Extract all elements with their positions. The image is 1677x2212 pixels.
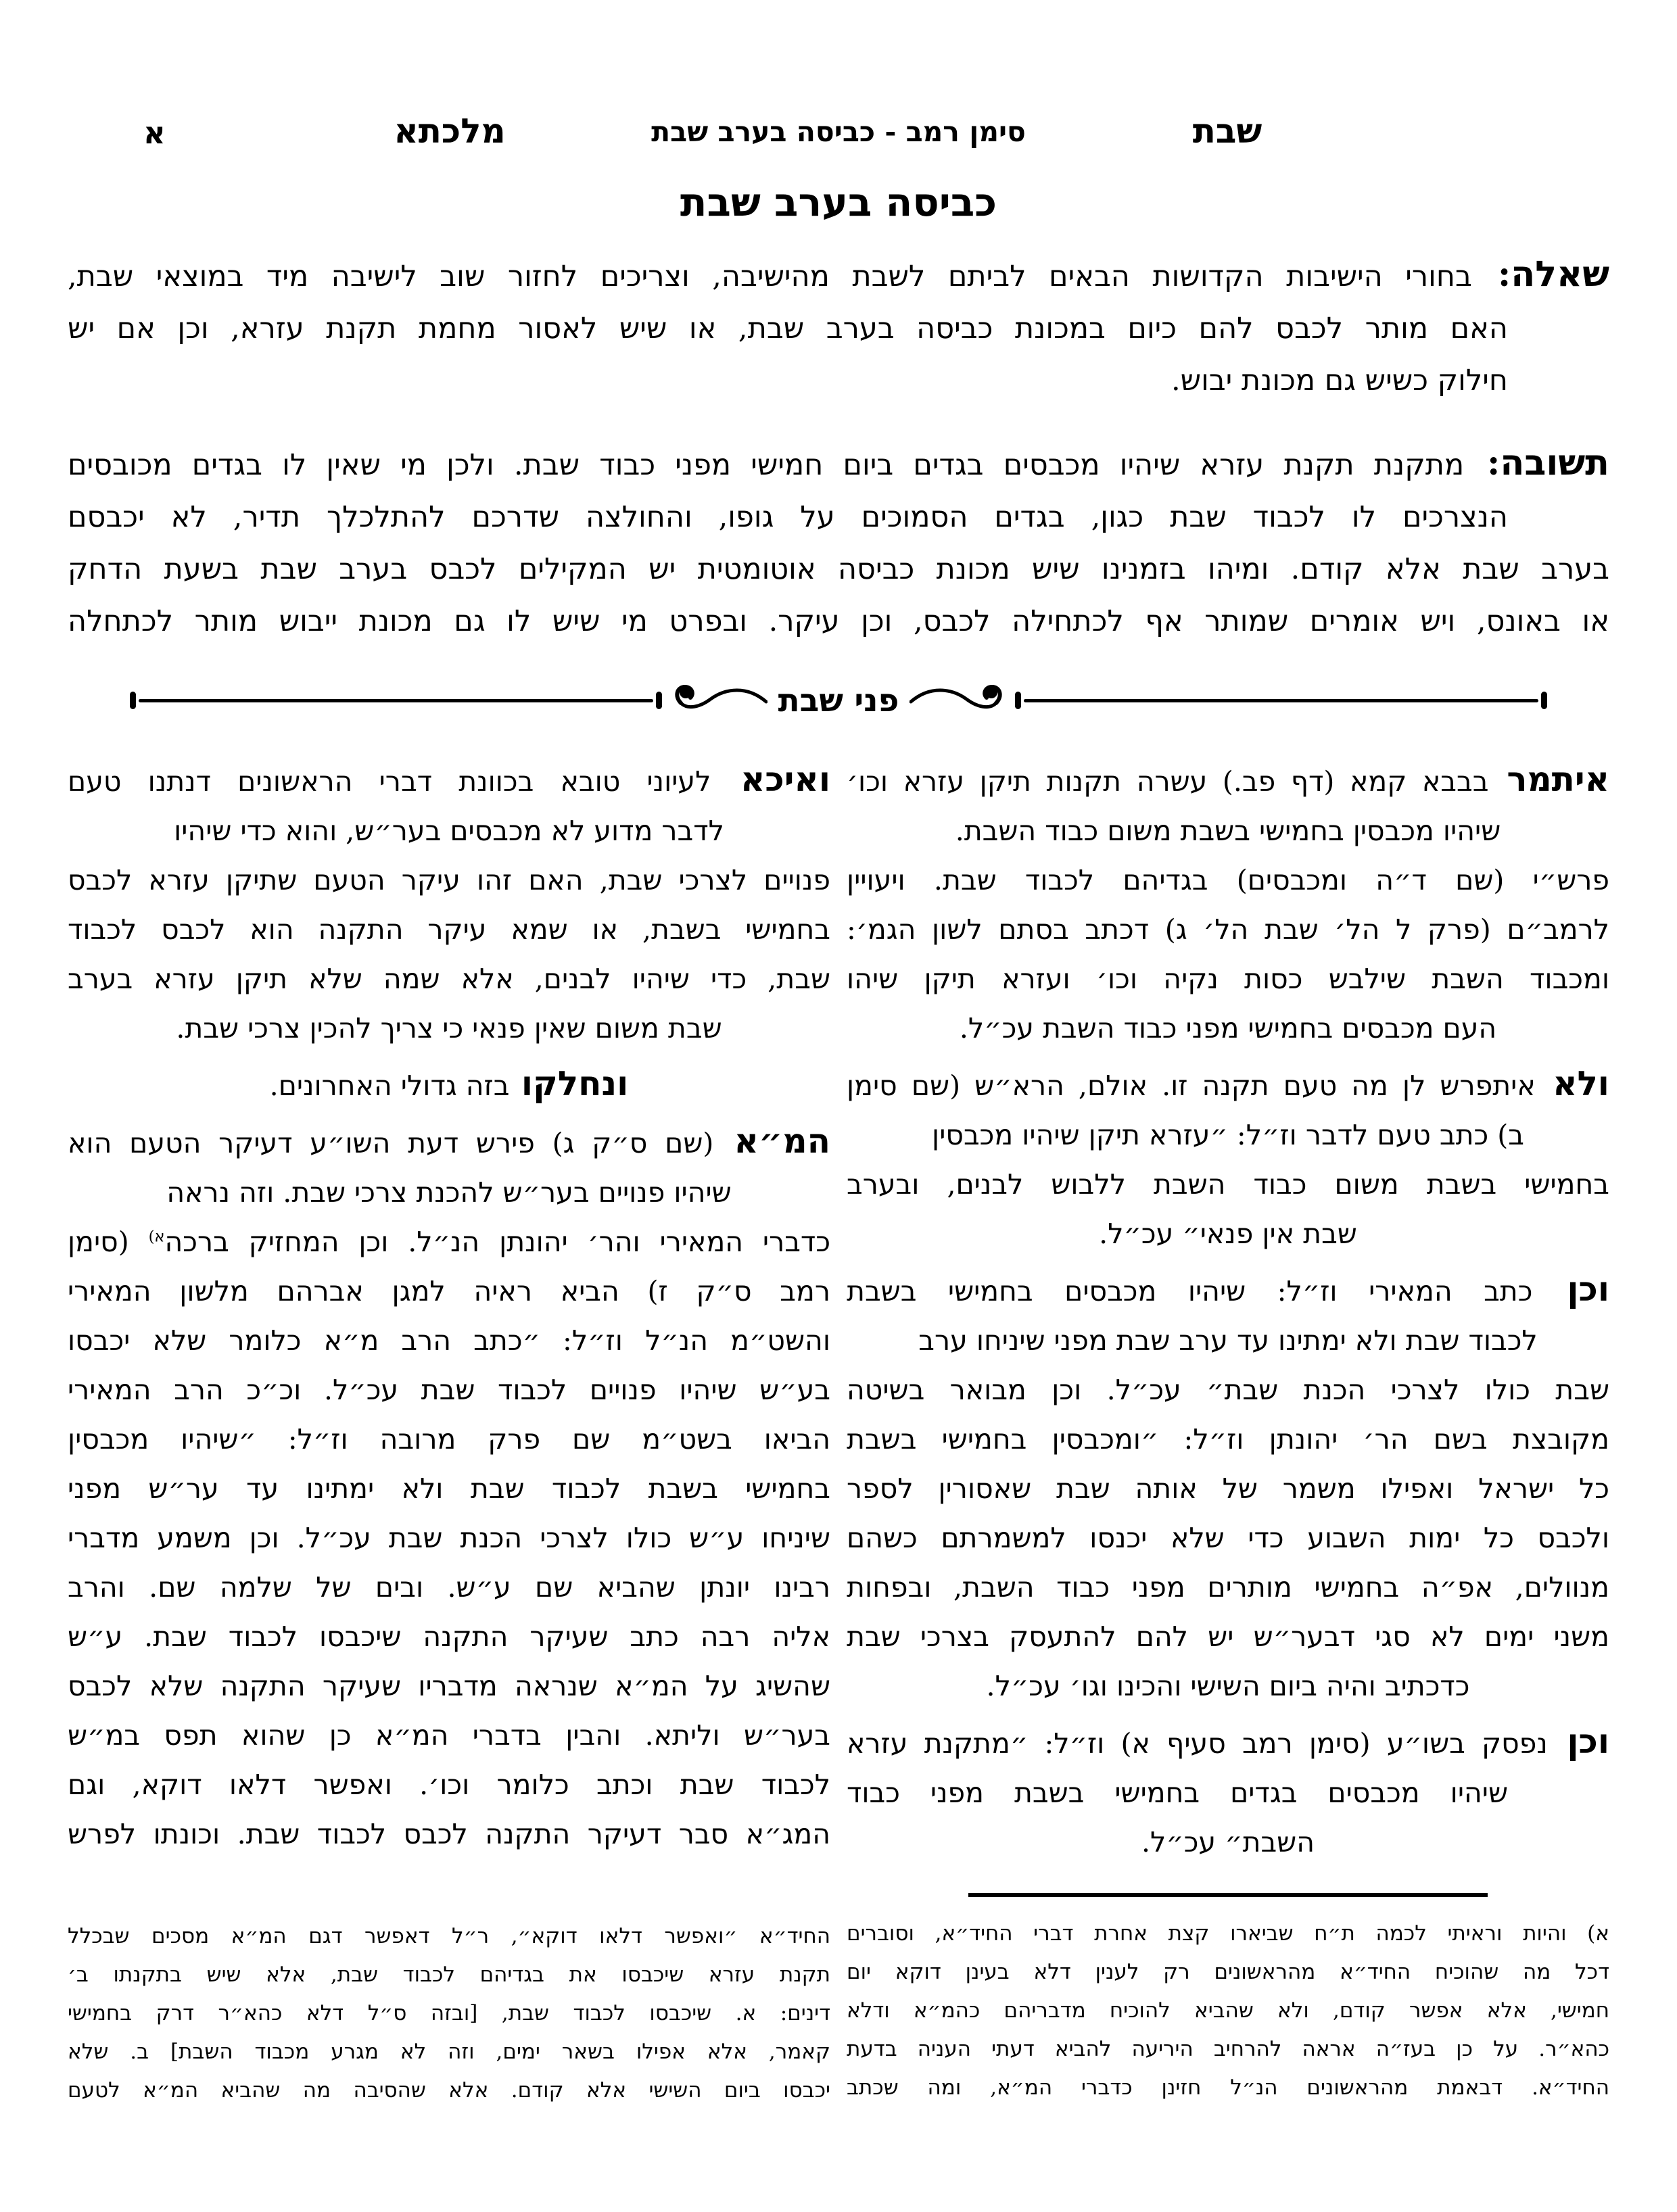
column-right bbox=[847, 754, 1609, 2107]
text-segment: חילוק כשיש גם מכונת יבוש. bbox=[1171, 364, 1508, 398]
text-line bbox=[68, 544, 1609, 596]
section-divider bbox=[127, 679, 1550, 722]
divider-inner-dot bbox=[656, 692, 662, 709]
text-segment: (סימן bbox=[68, 1226, 149, 1258]
paragraph bbox=[68, 1116, 830, 1859]
text-line bbox=[847, 1953, 1609, 1992]
text-segment: חמישי, אלא אפשר קודם, ולא שהביא להוכיח מדבריהם כהמ״א ודלא bbox=[847, 1998, 1609, 2023]
text-segment: בחמישי בשבת לכבוד שבת ולא ימתינו עד ער״ש מפני bbox=[68, 1472, 830, 1505]
paragraph bbox=[847, 1264, 1609, 1711]
text-line bbox=[68, 807, 830, 856]
text-line bbox=[847, 1059, 1609, 1111]
paragraph-opener: ונחלקו bbox=[509, 1063, 629, 1103]
text-line bbox=[847, 905, 1609, 955]
text-line bbox=[68, 1004, 830, 1053]
text-line bbox=[847, 807, 1609, 856]
text-line bbox=[847, 1818, 1609, 1867]
text-line bbox=[847, 1662, 1609, 1711]
footnote-ref: א) bbox=[148, 1228, 165, 1246]
column-left-text bbox=[68, 754, 830, 1859]
text-segment: איתפרש לן מה טעם תקנה זו. אולם, הרא״ש (שם סימן bbox=[847, 1069, 1536, 1102]
text-segment: בחורי הישיבות הקדושות הבאים לביתם לשבת מהישיבה, וצריכים לחזור שוב לישיבה מיד במוצאי שבת, bbox=[68, 260, 1472, 293]
divider-end-dot bbox=[130, 692, 136, 709]
paragraph-opener: וכן bbox=[1532, 1269, 1609, 1309]
text-segment: לעיוני טובא בכוונת דברי הראשונים דנתנו טעם bbox=[68, 765, 711, 798]
text-line bbox=[847, 1716, 1609, 1769]
text-segment: כדכתיב והיה ביום השישי והכינו וגו׳ עכ״ל. bbox=[986, 1670, 1470, 1702]
text-line bbox=[68, 1218, 830, 1267]
text-segment: כל ישראל ואפילו משמר של אותה שבת שאסורין לספר bbox=[847, 1472, 1609, 1505]
text-segment: משני ימים לא סגי דבער״ש יש להם להתעסק בצרכי שבת bbox=[847, 1620, 1609, 1653]
divider-rule bbox=[139, 699, 653, 702]
page-header bbox=[68, 98, 1609, 151]
text-segment: המג״א סבר דעיקר התקנה לכבס לכבוד שבת. וכונתו לפרש bbox=[68, 1818, 830, 1850]
column-left bbox=[68, 754, 830, 2110]
text-segment: העם מכבסים בחמישי מפני כבוד השבת עכ״ל. bbox=[959, 1012, 1497, 1044]
text-segment: תקנת עזרא שיכבסו את בגדיהם לכבוד שבת, אלא שיש בתקנתו ב׳ bbox=[68, 1963, 830, 1987]
divider-end-dot bbox=[1541, 692, 1547, 709]
text-segment: פרש״י (שם ד״ה ומכבסים) בגדיהם לכבוד שבת. ויעויין bbox=[847, 864, 1609, 896]
header-siman: סימן רמב - כביסה בערב שבת bbox=[651, 116, 1026, 148]
text-line bbox=[68, 1415, 830, 1464]
text-segment: בזה גדולי האחרונים. bbox=[269, 1069, 510, 1102]
text-segment: כתב המאירי וז״ל: שיהיו מכבסים בחמישי בשבת bbox=[847, 1275, 1533, 1307]
text-line bbox=[68, 2071, 830, 2110]
text-line bbox=[68, 1810, 830, 1859]
text-line bbox=[68, 1662, 830, 1711]
text-line bbox=[68, 1956, 830, 1994]
text-segment: הנצרכים לו לכבוד שבת כגון, בגדים הסמוכים על גופו, והחולצה שדרכם להתלכלך תדיר, לא יכבסם bbox=[68, 500, 1508, 534]
text-segment: והשט״מ הנ״ל וז״ל: ״כתב הרב מ״א כלומר שלא יכבסו bbox=[68, 1324, 830, 1357]
text-segment: החיד״א. דבאמת מהראשונים הנ״ל חזינן כדברי המ״א, ומה שכתב bbox=[847, 2075, 1609, 2100]
text-segment: לכבוד שבת וכתב כלומר וכו׳. ואפשר דלאו דוקא, וגם bbox=[68, 1769, 830, 1801]
paragraph bbox=[847, 1716, 1609, 1867]
paragraph bbox=[68, 1059, 830, 1111]
text-segment: פנויים לצרכי שבת, האם זהו עיקר הטעם שתיקן עזרא לכבס bbox=[68, 864, 830, 896]
page-title: כביסה בערב שבת bbox=[680, 179, 997, 225]
text-segment: בע״ש שיהיו פנויים לכבוד שבת עכ״ל. וכ״כ הרב המאירי bbox=[68, 1374, 830, 1406]
text-segment: בחמישי בשבת, או שמא עיקר התקנה הוא לכבס לכבוד bbox=[68, 913, 830, 946]
footnote-right bbox=[847, 1915, 1609, 2107]
text-segment: שיהיו מכבסים בגדים בחמישי בשבת מפני כבוד bbox=[847, 1777, 1508, 1809]
divider-inner-dot bbox=[1015, 692, 1021, 709]
text-segment: שיהיו פנויים בער״ש להכנת צרכי שבת. וזה נראה bbox=[166, 1176, 732, 1209]
text-segment: נפסק בשו״ע (סימן רמב סעיף א) וז״ל: ״מתקנת עזרא bbox=[847, 1727, 1548, 1760]
text-segment: לכבוד שבת ולא ימתינו עד ערב שבת מפני שיניחו ערב bbox=[918, 1324, 1538, 1357]
flourish-icon bbox=[910, 679, 1011, 722]
text-segment: דכל מה שהוכיח החיד״א מהראשונים רק לענין דלא בעינן דוקא יום bbox=[847, 1960, 1609, 1984]
text-line bbox=[847, 1769, 1609, 1818]
text-line bbox=[847, 1612, 1609, 1662]
text-segment: מנוולים, אפ״ה בחמישי מותרים מפני כבוד השבת, ובפחות bbox=[847, 1571, 1609, 1604]
text-segment: שבת כולו לצרכי הכנת שבת״ עכ״ל. וכן מבואר בשיטה bbox=[847, 1374, 1609, 1406]
text-line bbox=[847, 955, 1609, 1004]
text-line bbox=[68, 1366, 830, 1415]
text-line bbox=[847, 1160, 1609, 1209]
text-segment: ומכבוד השבת שילבש כסות נקיה וכו׳ ועזרא תיקן שיהו bbox=[847, 963, 1609, 995]
text-line bbox=[847, 1209, 1609, 1259]
paragraph bbox=[847, 1059, 1609, 1259]
text-segment: כהא״ר. על כן בעז״ה אראה להרחיב היריעה להביא דעתי העניה בדעת bbox=[847, 2037, 1609, 2061]
text-line bbox=[68, 1514, 830, 1563]
text-line bbox=[68, 1917, 830, 1956]
paragraph bbox=[847, 754, 1609, 1053]
text-segment: שבת, כדי שיהיו לבנים, אלא שמה שלא תיקן עזרא בערב bbox=[68, 963, 830, 995]
paragraph-opener: איתמר bbox=[1488, 759, 1609, 799]
text-segment: החיד״א ״ואפשר דלאו דוקא״, ר״ל דאפשר דגם המ״א מסכים שבכלל bbox=[68, 1924, 830, 1948]
text-line bbox=[847, 2030, 1609, 2069]
paragraph-opener: שאלה: bbox=[1471, 254, 1609, 295]
text-segment: בער״ש וליתא. והבין בדברי המ״א כן שהוא תפס במ״ש bbox=[68, 1719, 830, 1752]
text-segment: לרמב״ם (פרק ל הל׳ שבת הל׳ ג) דכתב בסתם לשון הגמ׳: bbox=[847, 913, 1609, 946]
text-segment: או באונס, ויש אומרים שמותר אף לכתחילה לכבס, וכן עיקר. ובפרט מי שיש לו גם מכונת ייבוש מותר לכתחלה bbox=[68, 604, 1609, 638]
text-line bbox=[68, 856, 830, 905]
text-segment: בחמישי בשבת משום כבוד השבת ללבוש לבנים, ובערב bbox=[847, 1168, 1609, 1201]
text-segment: רבינו יונתן שהביא שם ע״ש. ובים של שלמה שם. והרב bbox=[68, 1571, 830, 1604]
text-segment: האם מותר לכבס להם כיום במכונת כביסה בערב שבת, או שיש לאסור מחמת תקנת עזרא, וכן אם יש bbox=[68, 312, 1508, 345]
text-line bbox=[847, 1464, 1609, 1514]
text-line bbox=[68, 1563, 830, 1612]
text-line bbox=[847, 1004, 1609, 1053]
divider-label: פני שבת bbox=[778, 681, 899, 719]
text-line bbox=[847, 1264, 1609, 1316]
paragraph-opener: המ״א bbox=[713, 1121, 830, 1161]
text-line bbox=[68, 1711, 830, 1760]
text-line bbox=[68, 1464, 830, 1514]
text-line bbox=[68, 355, 1609, 407]
text-segment: רמב ס״ק ז) הביא ראיה למגן אברהם מלשון המאירי bbox=[68, 1275, 830, 1307]
paragraph-opener: ואיכא bbox=[711, 759, 831, 799]
text-line bbox=[68, 905, 830, 955]
divider-rule bbox=[1024, 699, 1538, 702]
text-line bbox=[68, 2033, 830, 2071]
page-number: א bbox=[143, 115, 166, 151]
text-line bbox=[847, 1111, 1609, 1160]
text-line bbox=[68, 596, 1609, 648]
text-line bbox=[68, 1760, 830, 1810]
header-book-title: מלכתא bbox=[394, 111, 506, 151]
text-line bbox=[68, 1994, 830, 2033]
text-segment: (שם ס״ק ג) פירש דעת השו״ע דעיקר הטעם הוא bbox=[68, 1127, 714, 1159]
paragraph bbox=[68, 437, 1609, 648]
text-line bbox=[68, 248, 1609, 303]
text-line bbox=[847, 1992, 1609, 2030]
text-line bbox=[68, 1059, 830, 1111]
text-segment: יכבסו ביום השישי אלא קודם. אלא שהסיבה מה שהביא המ״א לטעם bbox=[68, 2078, 830, 2102]
text-line bbox=[847, 754, 1609, 807]
text-line bbox=[68, 1612, 830, 1662]
text-line bbox=[847, 1915, 1609, 1953]
text-segment: לדבר מדוע לא מכבסים בער״ש, והוא כדי שיהיו bbox=[174, 815, 724, 847]
text-segment: א) והיות וראיתי לכמה ת״ח שביארו קצת אחרת דברי החיד״א, וסוברים bbox=[847, 1921, 1609, 1946]
text-segment: ב) כתב טעם לדבר וז״ל: ״עזרא תיקן שיהיו מכבסין bbox=[932, 1119, 1524, 1151]
text-line bbox=[847, 1366, 1609, 1415]
text-line bbox=[68, 1168, 830, 1218]
text-line bbox=[68, 1116, 830, 1168]
text-segment: מקובצת בשם הר׳ יהונתן וז״ל: ״ומכבסין בחמישי בשבת bbox=[847, 1423, 1609, 1456]
header-section-title: שבת bbox=[1192, 111, 1262, 151]
text-segment: קאמר, אלא אפילו בשאר ימים, וזה לא מגרע מכבוד השבת] ב. שלא bbox=[68, 2040, 830, 2064]
footnote-separator bbox=[968, 1893, 1487, 1897]
text-line bbox=[847, 1563, 1609, 1612]
text-segment: שהשיג על המ״א שנראה מדבריו שעיקר התקנה שלא לכבס bbox=[68, 1670, 830, 1702]
text-line bbox=[847, 1415, 1609, 1464]
text-segment: דינים: א. שיכבסו לכבוד שבת, [ובזה ס״ל דלא כהא״ר דרק בחמישי bbox=[68, 2001, 830, 2025]
text-line bbox=[68, 1267, 830, 1316]
paragraph bbox=[68, 248, 1609, 407]
text-segment: מתקנת תקנת עזרא שיהיו מכבסים בגדים ביום חמישי מפני כבוד שבת. ולכן מי שאין לו בגדים מכובסים bbox=[68, 448, 1465, 482]
text-segment: השבת״ עכ״ל. bbox=[1141, 1826, 1315, 1858]
text-segment: ולכבס כל ימות השבוע כדי שלא יכנסו למשמרתם כשהם bbox=[847, 1522, 1609, 1554]
text-line bbox=[847, 2069, 1609, 2107]
text-line bbox=[68, 955, 830, 1004]
text-segment: שיניחו ע״ש כולו לצרכי הכנת שבת עכ״ל. וכן משמע מדברי bbox=[68, 1522, 830, 1554]
text-line bbox=[68, 303, 1609, 355]
text-line bbox=[847, 1514, 1609, 1563]
text-segment: שבת אין פנאי״ עכ״ל. bbox=[1099, 1218, 1357, 1250]
paragraph-opener: וכן bbox=[1547, 1721, 1609, 1761]
footnote-left bbox=[68, 1917, 830, 2110]
column-right-text bbox=[847, 754, 1609, 1867]
paragraph-opener: תשובה: bbox=[1464, 442, 1610, 483]
text-line bbox=[68, 437, 1609, 491]
text-segment: בבבא קמא (דף פב.) עשרה תקנות תיקן עזרא וכו׳ bbox=[847, 765, 1489, 798]
text-segment: אליה רבה כתב שעיקר התקנה שיכבסו לכבוד שבת. ע״ש bbox=[68, 1620, 830, 1653]
text-line bbox=[68, 491, 1609, 544]
text-segment: בערב שבת אלא קודם. ומיהו בזמנינו שיש מכונת כביסה אוטומטית יש המקילים לכבס בערב שבת בשעת הדחק bbox=[68, 552, 1609, 586]
text-segment: שבת משום שאין פנאי כי צריך להכין צרכי שבת. bbox=[176, 1012, 722, 1044]
paragraph-opener: ולא bbox=[1535, 1063, 1609, 1103]
flourish-icon bbox=[666, 679, 767, 722]
text-line bbox=[847, 1316, 1609, 1366]
text-line bbox=[847, 856, 1609, 905]
text-segment: הביאו בשט״מ שם פרק מרובה וז״ל: ״שיהיו מכבסין bbox=[68, 1423, 830, 1456]
paragraph bbox=[68, 754, 830, 1053]
question-answer-section bbox=[68, 248, 1609, 648]
text-segment: שיהיו מכבסין בחמישי בשבת משום כבוד השבת. bbox=[955, 815, 1501, 847]
text-line bbox=[68, 754, 830, 807]
main-columns bbox=[68, 754, 1609, 2110]
text-segment: כדברי המאירי והר׳ יהונתן הנ״ל. וכן המחזיק ברכה bbox=[164, 1226, 830, 1258]
text-line bbox=[68, 1316, 830, 1366]
